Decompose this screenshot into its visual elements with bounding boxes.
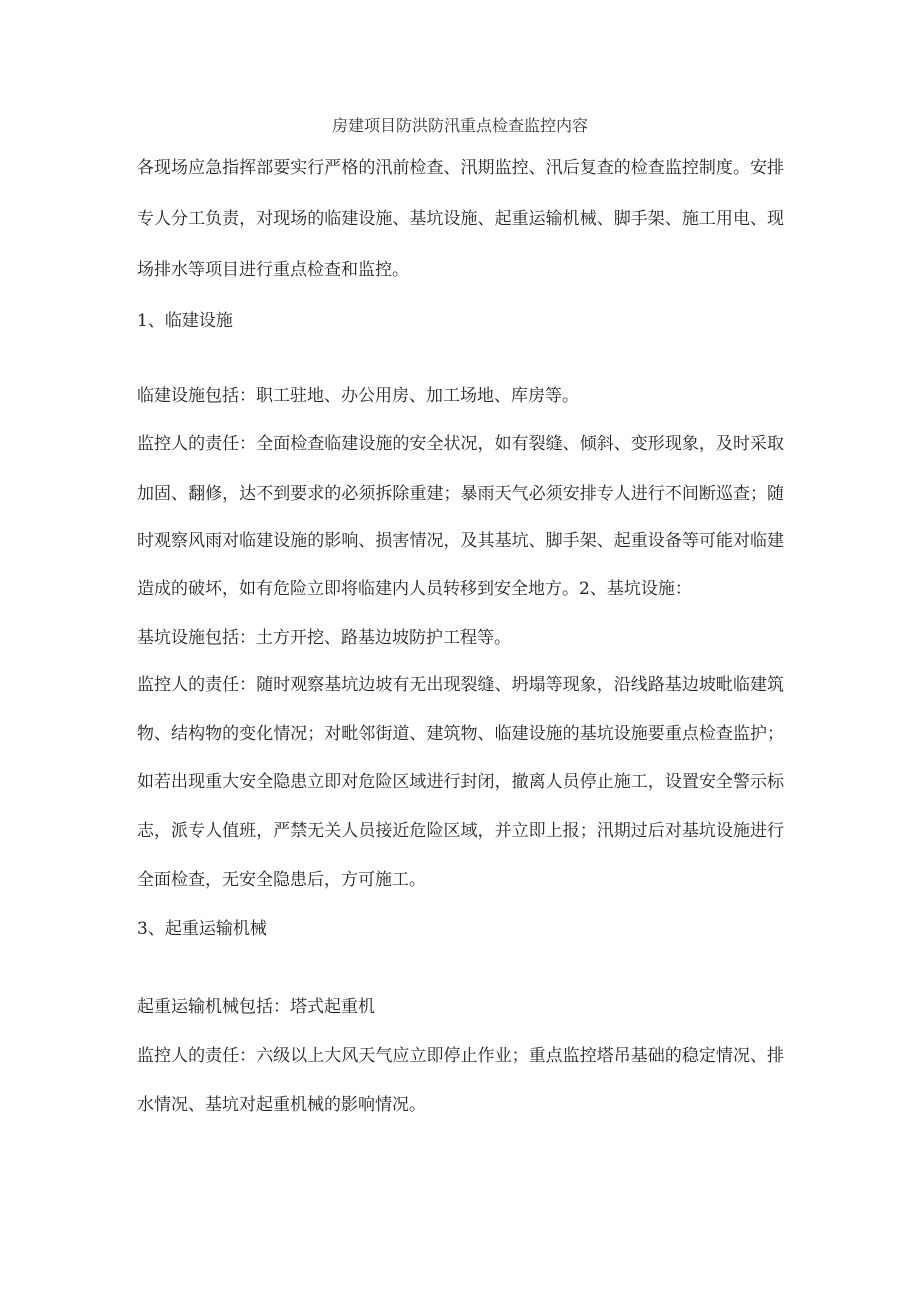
document-title: 房建项目防洪防汛重点检查监控内容 xyxy=(331,116,588,135)
section-2-duty-line-2: 物、结构物的变化情况；对毗邻街道、建筑物、临建设施的基坑设施要重点检查监护； xyxy=(137,724,784,744)
section-2-duty-line-1: 监控人的责任：随时观察基坑边坡有无出现裂缝、坍塌等现象，沿线路基边坡毗临建筑 xyxy=(137,675,784,695)
section-1-duty-line-1: 监控人的责任：全面检查临建设施的安全状况，如有裂缝、倾斜、变形现象，及时采取 xyxy=(137,434,784,454)
intro-line-1: 各现场应急指挥部要实行严格的汛前检查、汛期监控、汛后复查的检查监控制度。安排 xyxy=(137,158,784,178)
section-1-duty-line-2: 加固、翻修，达不到要求的必须拆除重建；暴雨天气必须安排专人进行不间断巡查；随 xyxy=(137,484,784,504)
section-3-duty-line-1: 监控人的责任：六级以上大风天气应立即停止作业；重点监控塔吊基础的稳定情况、排 xyxy=(137,1046,784,1066)
section-1-duty-line-4: 造成的破坏，如有危险立即将临建内人员转移到安全地方。2、基坑设施： xyxy=(137,579,692,599)
section-3-duty-line-2: 水情况、基坑对起重机械的影响情况。 xyxy=(137,1095,426,1115)
section-1-heading: 1、临建设施 xyxy=(137,311,233,331)
section-3-heading: 3、起重运输机械 xyxy=(137,919,267,939)
section-3-scope: 起重运输机械包括：塔式起重机 xyxy=(137,997,375,1017)
section-2-duty-line-4: 志，派专人值班，严禁无关人员接近危险区域，并立即上报；汛期过后对基坑设施进行 xyxy=(137,821,784,841)
section-2-duty-line-3: 如若出现重大安全隐患立即对危险区域进行封闭，撤离人员停止施工，设置安全警示标 xyxy=(137,772,784,792)
intro-line-3: 场排水等项目进行重点检查和监控。 xyxy=(137,260,409,280)
section-1-duty-line-3: 时观察风雨对临建设施的影响、损害情况，及其基坑、脚手架、起重设备等可能对临建 xyxy=(137,531,784,551)
section-2-duty-line-5: 全面检查，无安全隐患后，方可施工。 xyxy=(137,870,426,890)
section-1-scope: 临建设施包括：职工驻地、办公用房、加工场地、库房等。 xyxy=(137,386,579,406)
intro-line-2: 专人分工负责，对现场的临建设施、基坑设施、起重运输机械、脚手架、施工用电、现 xyxy=(137,209,784,229)
section-2-scope: 基坑设施包括：土方开挖、路基边坡防护工程等。 xyxy=(137,628,511,648)
